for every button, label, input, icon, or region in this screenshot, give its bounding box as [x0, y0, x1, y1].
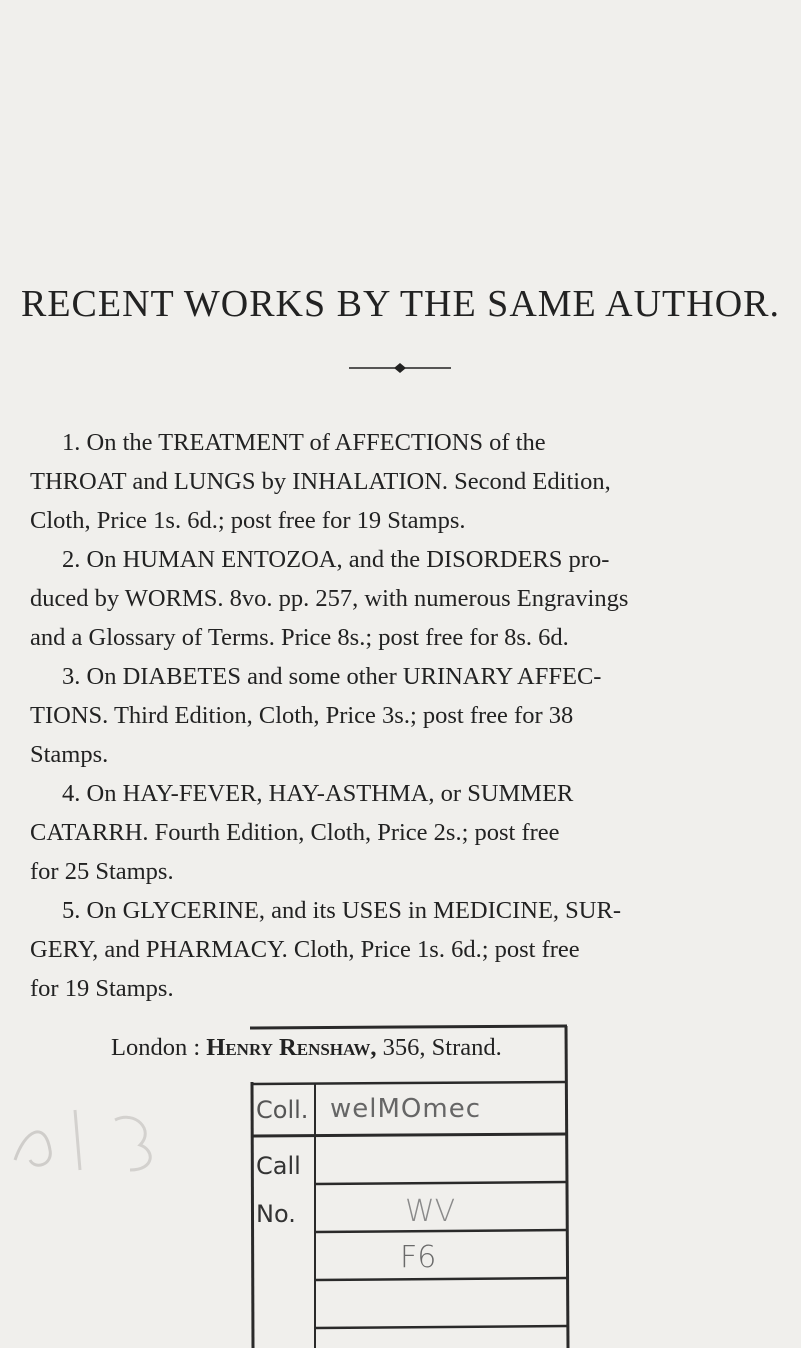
work-entry-5 [30, 891, 752, 1008]
stamp-call-number-2: F6 [400, 1240, 437, 1275]
entry-line: and a Glossary of Terms. Price 8s.; post free for 8s. 6d. [30, 624, 569, 651]
stamp-call-number-1: WV [405, 1194, 456, 1229]
imprint-address: 356, Strand. [376, 1034, 502, 1061]
work-entry-2 [30, 540, 752, 657]
entry-line: GERY, and PHARMACY. Cloth, Price 1s. 6d.; post free [30, 936, 580, 963]
work-entry-4 [30, 774, 752, 891]
work-entry-3 [30, 657, 752, 774]
library-stamp [247, 1022, 570, 1348]
stamp-call-label: Call [256, 1152, 301, 1180]
entry-line: Cloth, Price 1s. 6d.; post free for 19 Stamps. [30, 507, 466, 534]
entry-line: Stamps. [30, 741, 109, 768]
entry-line: for 25 Stamps. [30, 858, 174, 885]
imprint-city: London : [111, 1034, 207, 1061]
entry-line: for 19 Stamps. [30, 975, 174, 1002]
entry-line: THROAT and LUNGS by INHALATION. Second Edition, [30, 468, 611, 495]
entry-line: 3. On DIABETES and some other URINARY AFFEC- [62, 663, 602, 690]
entry-line: duced by WORMS. 8vo. pp. 257, with numerous Engravings [30, 585, 629, 612]
entry-line: 5. On GLYCERINE, and its USES in MEDICINE, SUR- [62, 897, 622, 924]
entry-line: 1. On the TREATMENT of AFFECTIONS of the [62, 429, 546, 456]
entry-line: 2. On HUMAN ENTOZOA, and the DISORDERS pro- [62, 546, 610, 573]
entry-line: CATARRH. Fourth Edition, Cloth, Price 2s.; post free [30, 819, 560, 846]
stamp-no-label: No. [256, 1200, 296, 1228]
page-heading: RECENT WORKS BY THE SAME AUTHOR. [21, 283, 780, 325]
work-entry-1 [30, 423, 752, 540]
entry-line: TIONS. Third Edition, Cloth, Price 3s.; post free for 38 [30, 702, 574, 729]
stamp-coll-label: Coll. [256, 1096, 309, 1124]
entry-line: 4. On HAY-FEVER, HAY-ASTHMA, or SUMMER [62, 780, 574, 807]
stamp-coll-value: welMOmec [330, 1094, 481, 1124]
ornament-divider [345, 361, 455, 375]
imprint-publisher: Henry Renshaw, [206, 1034, 377, 1061]
bleed-through-marks [5, 1090, 195, 1180]
